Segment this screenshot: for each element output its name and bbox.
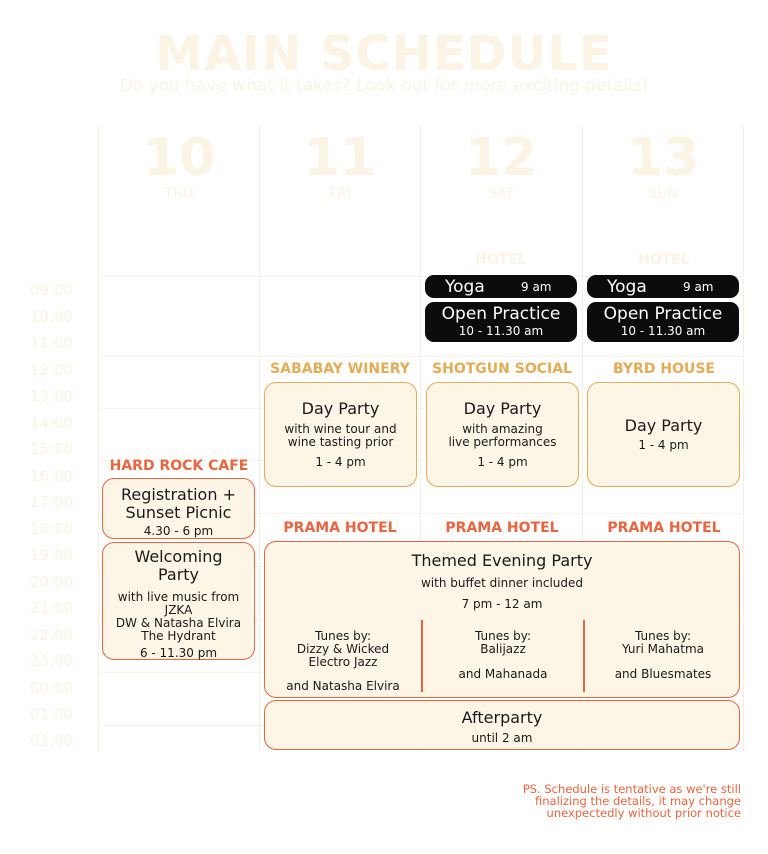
artist-name: and Bluesmates: [614, 667, 712, 681]
event-time: 10 - 11.30 am: [620, 324, 706, 338]
day-name: THU: [164, 186, 194, 202]
event-title: Welcoming: [134, 547, 223, 566]
day-name: FRI: [329, 186, 351, 202]
time-label: 12:00: [30, 361, 74, 379]
artist-name: and Natasha Elvira: [286, 679, 400, 693]
event-time: 1 - 4 pm: [638, 438, 689, 452]
event-description: wine tasting prior: [287, 435, 394, 449]
event-time: 9 am: [521, 280, 552, 294]
time-label: 13:00: [30, 387, 74, 405]
afterparty-event[interactable]: [264, 700, 740, 750]
registration-event[interactable]: [102, 478, 255, 539]
day-number: 13: [626, 128, 700, 188]
event-title: Yoga: [445, 277, 485, 297]
venue-label: HARD ROCK CAFE: [109, 458, 249, 474]
venue-label: PRAMA HOTEL: [283, 520, 397, 536]
day-party-event-fri[interactable]: [264, 382, 417, 487]
event-title: Registration +: [121, 485, 236, 504]
day-party-event-sun[interactable]: [587, 382, 740, 487]
time-label: 11:00: [30, 334, 74, 352]
venue-label: HOTEL: [475, 252, 527, 268]
time-label: 18:00: [30, 520, 74, 538]
disclaimer-note: [421, 783, 741, 819]
time-label: 14:00: [30, 414, 74, 432]
time-label: 16:00: [30, 467, 74, 485]
tunes-label: Tunes by:: [634, 629, 692, 643]
open-practice-event-sun[interactable]: [587, 302, 739, 342]
time-label: 01:00: [30, 705, 74, 723]
time-label: 02:00: [30, 732, 74, 750]
themed-evening-party-event[interactable]: [264, 541, 740, 698]
artist-name: Balijazz: [480, 642, 526, 656]
grid-line: [100, 356, 744, 357]
venue-label: SHOTGUN SOCIAL: [432, 361, 572, 377]
event-title: Day Party: [624, 416, 703, 435]
event-time: 1 - 4 pm: [477, 455, 528, 469]
time-label: 17:00: [30, 493, 74, 511]
event-time: 7 pm - 12 am: [461, 597, 543, 611]
event-time: 1 - 4 pm: [315, 455, 366, 469]
time-label: 00:00: [30, 679, 74, 697]
event-description: with wine tour and: [284, 422, 397, 436]
tunes-fri: [265, 630, 421, 693]
time-label: 20:00: [30, 573, 74, 591]
time-label: 23:00: [30, 652, 74, 670]
venue-label: PRAMA HOTEL: [445, 520, 559, 536]
event-description: DW & Natasha Elvira: [115, 616, 242, 630]
grid-line: [98, 126, 99, 752]
event-title: Themed Evening Party: [411, 551, 593, 570]
time-label: 15:00: [30, 440, 74, 458]
event-description: JZKA: [164, 603, 193, 617]
venue-label: HOTEL: [638, 252, 690, 268]
event-title: Day Party: [463, 399, 542, 418]
time-label: 19:00: [30, 546, 74, 564]
welcoming-party-event[interactable]: [102, 542, 255, 660]
venue-label: PRAMA HOTEL: [607, 520, 721, 536]
venue-label: SABABAY WINERY: [270, 361, 410, 377]
note-line: unexpectedly without prior notice: [546, 806, 741, 820]
time-label: 22:00: [30, 626, 74, 644]
event-time: 4.30 - 6 pm: [143, 524, 214, 538]
grid-line: [259, 126, 260, 752]
event-title: Afterparty: [461, 708, 543, 727]
time-label: 10:00: [30, 308, 74, 326]
event-title: Sunset Picnic: [125, 503, 232, 522]
artist-name: and Mahanada: [458, 667, 548, 681]
event-time: 6 - 11.30 pm: [139, 646, 218, 660]
time-label: 21:00: [30, 599, 74, 617]
event-description: with amazing: [462, 422, 543, 436]
tunes-label: Tunes by:: [474, 629, 532, 643]
artist-name: Yuri Mahatma: [621, 642, 705, 656]
page-title: MAIN SCHEDULE: [155, 26, 613, 82]
page-subtitle: Do you have what it takes? Look out for more exciting details!: [119, 76, 649, 96]
event-title: Open Practice: [603, 304, 723, 324]
day-number: 11: [303, 128, 377, 188]
event-title: Yoga: [607, 277, 647, 297]
note-line: finalizing the details, it may change: [535, 794, 741, 808]
tunes-label: Tunes by:: [314, 629, 372, 643]
yoga-event-sat[interactable]: [425, 275, 577, 298]
artist-name: Electro Jazz: [308, 655, 378, 669]
event-title: Day Party: [301, 399, 380, 418]
day-party-event-sat[interactable]: [426, 382, 579, 487]
event-description: live performances: [448, 435, 557, 449]
day-name: SUN: [648, 186, 678, 202]
tunes-sat: [423, 630, 583, 681]
event-time: until 2 am: [471, 731, 533, 745]
event-title: Open Practice: [441, 304, 561, 324]
event-description: with live music from: [117, 590, 240, 604]
event-time: 9 am: [683, 280, 714, 294]
event-description: with buffet dinner included: [420, 576, 584, 590]
event-description: The Hydrant: [141, 629, 216, 643]
day-name: SAT: [487, 186, 515, 202]
note-line: PS. Schedule is tentative as we're still: [522, 782, 741, 796]
yoga-event-sun[interactable]: [587, 275, 739, 298]
artist-name: Dizzy & Wicked: [296, 642, 390, 656]
grid-line: [743, 126, 744, 752]
open-practice-event-sat[interactable]: [425, 302, 577, 342]
event-title: Party: [157, 565, 200, 584]
venue-label: BYRD HOUSE: [613, 361, 715, 377]
day-number: 12: [464, 128, 538, 188]
tunes-sun: [585, 630, 741, 681]
time-label: 09:00: [30, 281, 74, 299]
day-number: 10: [142, 128, 216, 188]
event-time: 10 - 11.30 am: [458, 324, 544, 338]
